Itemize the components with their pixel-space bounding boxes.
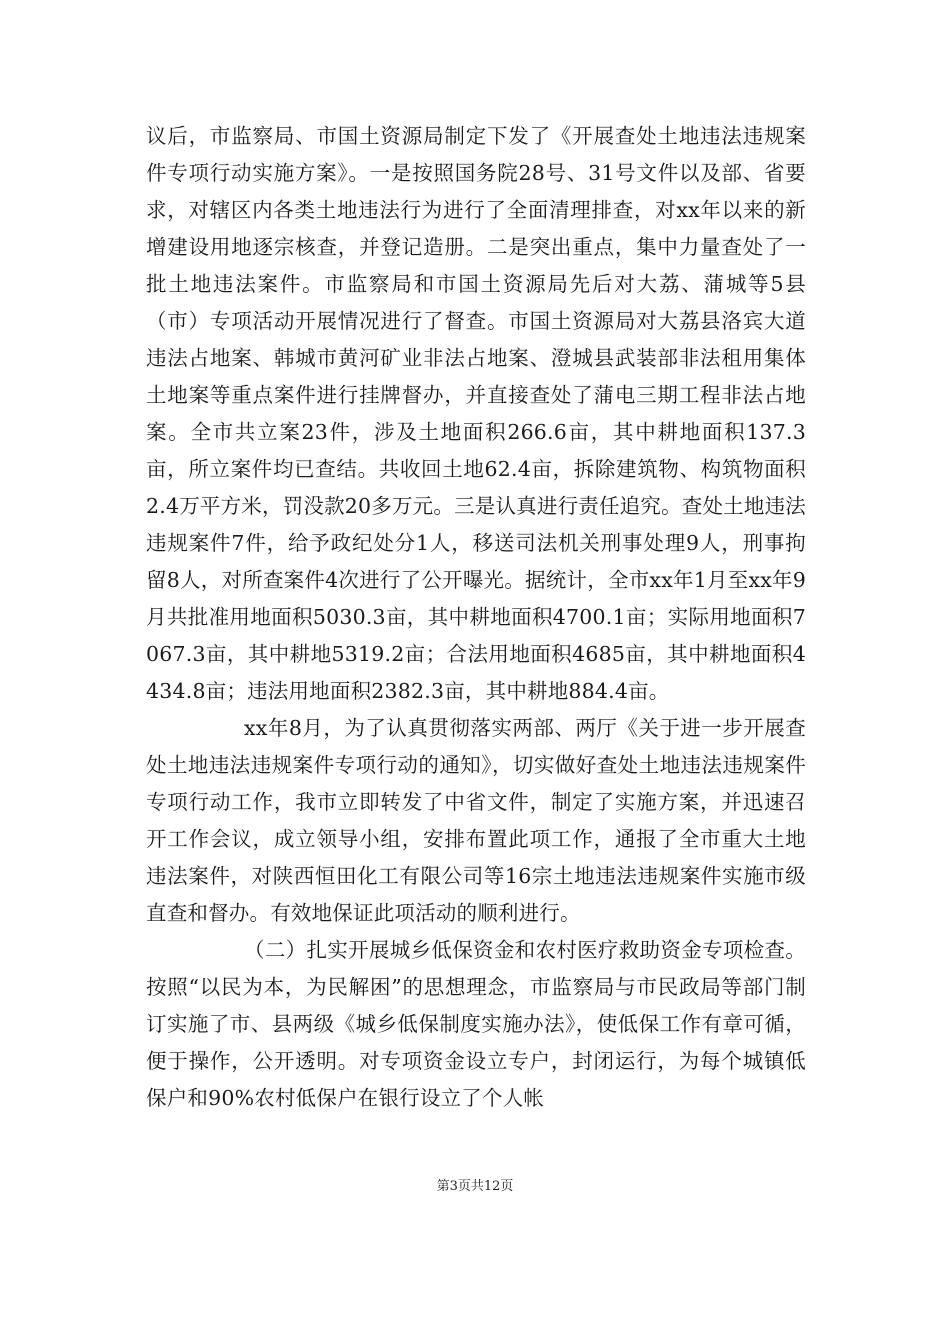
paragraph-special-action-notice: xx年8月，为了认真贯彻落实两部、两厅《关于进一步开展查处土地违法违规案件专项行动的通知》，切实做好查处土地违法违规案件专项行动工作，我市立即转发了中省文件，制定了实施方案，并迅速召开工作会议，成立领导小组，安排布置此项工作，通报了全市重大土地违法案件，对陕西恒田化工有限公司等16宗土地违法违规案件实施市级直查和督办。有效地保证此项活动的顺利进行。 <box>146 716 806 925</box>
page-number-footer: 第3页共12页 <box>436 1179 514 1194</box>
body-text <box>146 118 806 1117</box>
paragraph-land-violation-cases: 议后，市监察局、市国土资源局制定下发了《开展查处土地违法违规案件专项行动实施方案》。一是按照国务院28号、31号文件以及部、省要求，对辖区内各类土地违法行为进行了全面清理排查，对xx年以来的新增建设用地逐宗核查，并登记造册。二是突出重点，集中力量查处了一批土地违法案件。市监察局和市国土资源局先后对大荔、蒲城等5县（市）专项活动开展情况进行了督查。市国土资源局对大荔县洛宾大道违法占地案、韩城市黄河矿业非法占地案、澄城县武装部非法租用集体土地案等重点案件进行挂牌督办，并直接查处了蒲电三期工程非法占地案。全市共立案23件，涉及土地面积266.6亩，其中耕地面积137.3亩，所立案件均已查结。共收回土地62.4亩，拆除建筑物、构筑物面积2.4万平方米，罚没款20多万元。三是认真进行责任追究。查处土地违法违规案件7件，给予政纪处分1人，移送司法机关刑事处理9人，刑事拘留8人，对所查案件4次进行了公开曝光。据统计，全市xx年1月至xx年9月共批准用地面积5030.3亩，其中耕地面积4700.1亩；实际用地面积7067.3亩，其中耕地5319.2亩；合法用地面积4685亩，其中耕地面积4434.8亩；违法用地面积2382.3亩，其中耕地884.4亩。 <box>146 124 806 703</box>
paragraph-subsistence-allowance-inspection: （二）扎实开展城乡低保资金和农村医疗救助资金专项检查。按照“以民为本，为民解困”的思想理念，市监察局与市民政局等部门制订实施了市、县两级《城乡低保制度实施办法》，使低保工作有章可循，便于操作，公开透明。对专项资金设立专户，封闭运行，为每个城镇低保户和90%农村低保户在银行设立了个人帐 <box>146 938 806 1110</box>
